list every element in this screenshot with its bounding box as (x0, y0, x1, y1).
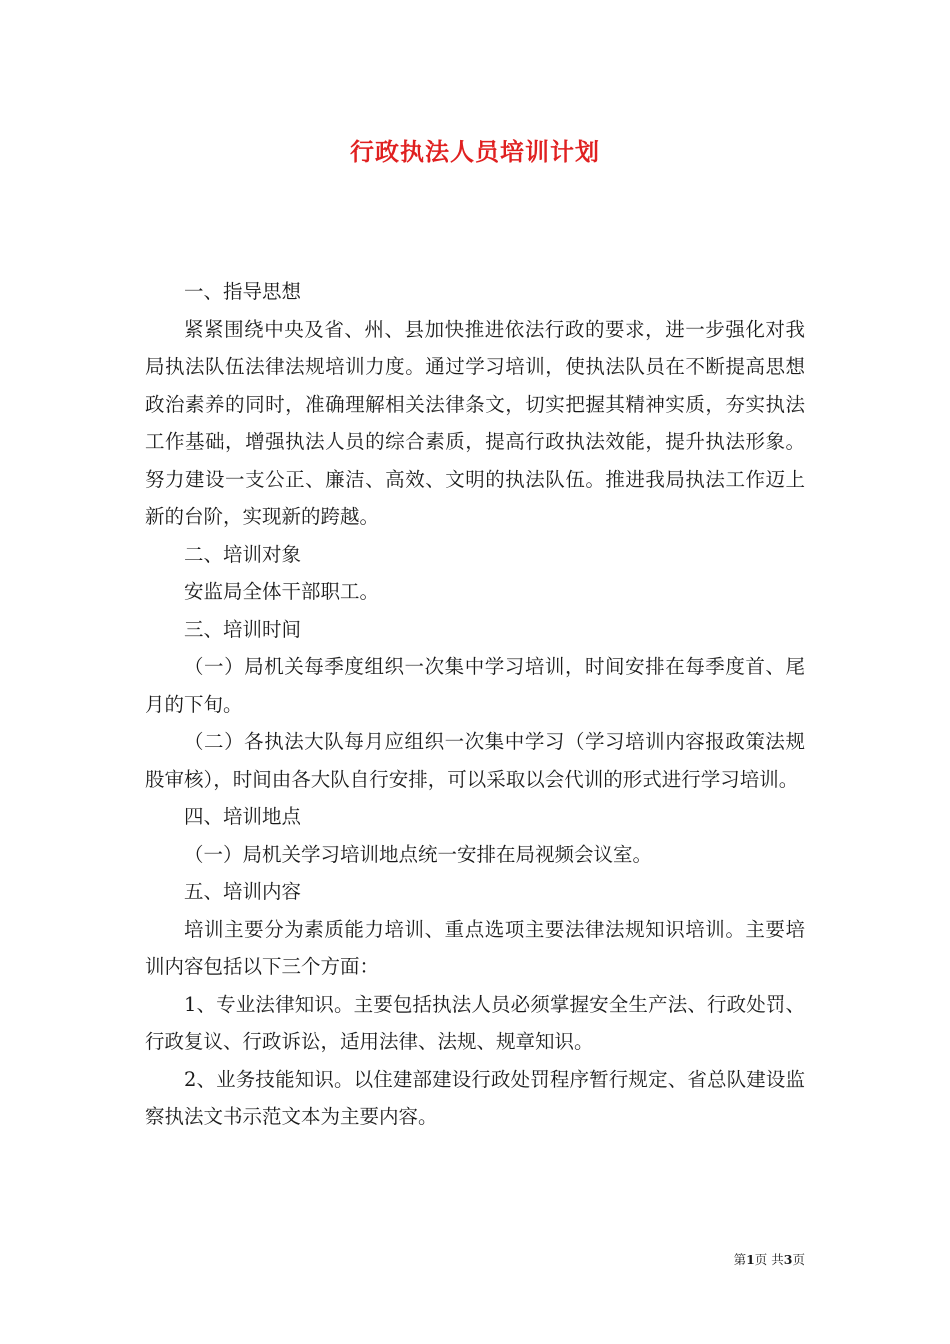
section-heading-training-time: 三、培训时间 (184, 617, 302, 641)
paragraph-training-content-2: 2、业务技能知识。以住建部建设行政处罚程序暂行规定、省总队建设监察执法文书示范文本为主要内容。 (145, 1067, 805, 1128)
footer-current-page: 1 (746, 1252, 755, 1267)
section-heading-training-location: 四、培训地点 (184, 805, 302, 828)
paragraph-training-content-1: 1、专业法律知识。主要包括执法人员必须掌握安全生产法、行政处罚、行政复议、行政诉讼，适用法律、法规、规章知识。 (145, 992, 805, 1053)
paragraph-training-location: （一）局机关学习培训地点统一安排在局视频会议室。 (184, 842, 653, 866)
page-number-footer (734, 1250, 805, 1268)
section-heading-training-content: 五、培训内容 (184, 880, 302, 903)
paragraph-guiding-thought: 紧紧围绕中央及省、州、县加快推进依法行政的要求，进一步强化对我局执法队伍法律法规培训力度。通过学习培训，使执法队员在不断提高思想政治素养的同时，准确理解相关法律条文，切实把握其精神实质，夯实执法工作基础，增强执法人员的综合素质，提高行政执法效能，提升执法形象。努力建设一支公正、廉洁、高效、文明的执法队伍。推进我局执法工作迈上新的台阶，实现新的跨越。 (145, 317, 805, 528)
document-title: 行政执法人员培训计划 (350, 137, 600, 166)
paragraph-training-content-intro: 培训主要分为素质能力培训、重点选项主要法律法规知识培训。主要培训内容包括以下三个方面： (145, 917, 805, 978)
section-heading-training-target: 二、培训对象 (184, 542, 302, 566)
document-body (145, 273, 805, 1136)
footer-middle: 页 共 (754, 1252, 784, 1267)
paragraph-training-target: 安监局全体干部职工。 (184, 580, 380, 603)
paragraph-training-time-2: （二）各执法大队每月应组织一次集中学习（学习培训内容报政策法规股审核），时间由各大队自行安排，可以采取以会代训的形式进行学习培训。 (145, 730, 805, 791)
footer-prefix: 第 (733, 1252, 747, 1267)
footer-total-pages: 3 (783, 1252, 793, 1267)
section-heading-guiding-thought: 一、指导思想 (184, 280, 302, 303)
footer-suffix: 页 (792, 1252, 805, 1267)
paragraph-training-time-1: （一）局机关每季度组织一次集中学习培训，时间安排在每季度首、尾月的下旬。 (145, 655, 805, 716)
